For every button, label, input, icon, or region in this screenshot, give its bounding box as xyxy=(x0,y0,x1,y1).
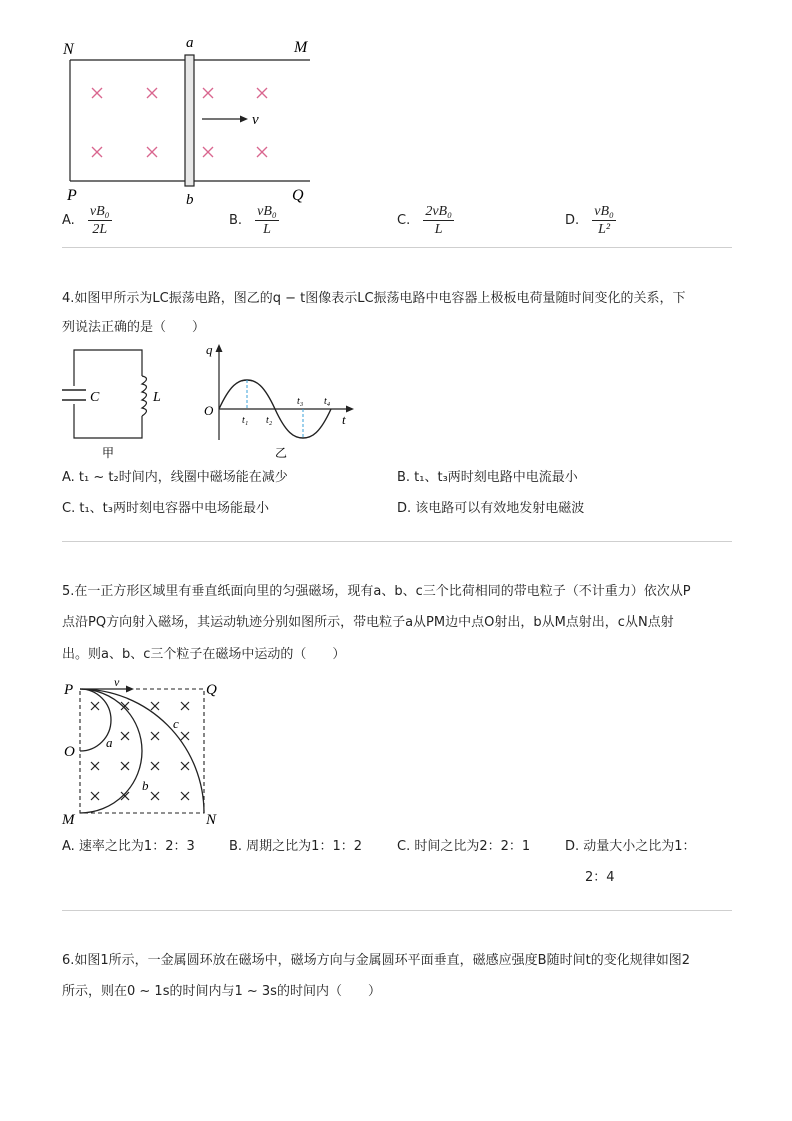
q6-stem-line2: 所示，则在0 ~ 1s的时间内与1 ~ 3s的时间内（ ） xyxy=(62,984,381,999)
option-fraction xyxy=(88,204,112,237)
label-N: N xyxy=(206,812,217,828)
field-cross-icon xyxy=(92,88,102,98)
q4-lc-circuit xyxy=(60,342,170,460)
field-cross-icon xyxy=(181,792,189,800)
label-t3: t₃ xyxy=(297,396,304,407)
label-t1: t₁ xyxy=(242,415,249,426)
label-P: P xyxy=(64,682,74,698)
q5-option-C[interactable]: C. 时间之比为2：2：1 xyxy=(397,839,531,854)
fraction-numerator: vB₀ xyxy=(89,204,110,219)
field-cross-icon xyxy=(257,88,267,98)
circuit-wire xyxy=(74,404,142,438)
field-cross-icon xyxy=(181,702,189,710)
field-cross-icon xyxy=(121,732,129,740)
option-letter: D. xyxy=(565,213,580,228)
label-v: v xyxy=(252,112,259,128)
option-fraction xyxy=(423,204,454,237)
caption-jia: 甲 xyxy=(102,446,115,460)
label-N: N xyxy=(63,41,74,58)
label-O: O xyxy=(204,403,214,418)
arrow-head-icon xyxy=(240,116,248,123)
field-cross-icon xyxy=(147,88,157,98)
field-cross-icon xyxy=(151,702,159,710)
label-c: c xyxy=(173,716,179,731)
field-cross-icon xyxy=(151,762,159,770)
q5-stem-line3: 出。则a、b、c三个粒子在磁场中运动的（ ） xyxy=(62,647,346,662)
field-cross-icon xyxy=(203,88,213,98)
q4-option-B[interactable]: B. t₁、t₃两时刻电路中电流最小 xyxy=(397,470,578,485)
option-fraction xyxy=(255,204,279,237)
fraction-numerator: vB₀ xyxy=(257,204,277,219)
fraction-numerator: 2vB₀ xyxy=(425,204,452,219)
label-O: O xyxy=(64,744,75,760)
label-Q: Q xyxy=(292,187,304,204)
q3-option-C[interactable] xyxy=(397,204,454,237)
q5-option-D[interactable]: D. 动量大小之比为1： xyxy=(565,839,696,854)
label-t: t xyxy=(342,412,346,427)
divider xyxy=(62,910,732,911)
q5-square-field-figure xyxy=(58,674,228,830)
field-cross-icon xyxy=(257,147,267,157)
label-M: M xyxy=(62,812,75,828)
label-P: P xyxy=(67,187,77,204)
q3-option-B[interactable] xyxy=(229,204,279,237)
label-q: q xyxy=(206,342,213,357)
q4-option-A[interactable]: A. t₁ ~ t₂时间内，线圈中磁场能在减少 xyxy=(62,470,288,485)
field-cross-icon xyxy=(91,792,99,800)
fraction-denominator: L xyxy=(263,222,271,237)
label-v: v xyxy=(114,675,120,689)
q5-option-B[interactable]: B. 周期之比为1：1：2 xyxy=(229,839,362,854)
field-cross-icon xyxy=(91,762,99,770)
trajectory-b xyxy=(80,689,142,813)
fraction-denominator: 2L xyxy=(92,222,108,237)
q3-rail-figure xyxy=(60,30,320,210)
q6-stem-line1: 6.如图1所示，一金属圆环放在磁场中，磁场方向与金属圆环平面垂直，磁感应强度B随时间t的变化规律如图2 xyxy=(62,953,690,968)
q4-qt-graph xyxy=(200,340,360,460)
q4-stem-line1: 4.如图甲所示为LC振荡电路，图乙的q − t图像表示LC振荡电路中电容器上极板电荷量随时间变化的关系，下 xyxy=(62,291,686,306)
q4-option-C[interactable]: C. t₁、t₃两时刻电容器中电场能最小 xyxy=(62,501,269,516)
magnetic-field-marks xyxy=(92,88,267,157)
q5-stem-line2: 点沿PQ方向射入磁场，其运动轨迹分别如图所示，带电粒子a从PM边中点O射出，b从M点射出，c从N点射 xyxy=(62,615,674,630)
label-Q: Q xyxy=(206,682,217,698)
q3-option-D[interactable] xyxy=(565,204,616,237)
field-cross-icon xyxy=(181,762,189,770)
label-t4: t₄ xyxy=(324,396,331,407)
field-cross-icon xyxy=(91,702,99,710)
q5-stem-line1: 5.在一正方形区域里有垂直纸面向里的匀强磁场，现有a、b、c三个比荷相同的带电粒子（不计重力）依次从P xyxy=(62,584,691,599)
field-cross-icon xyxy=(181,732,189,740)
field-cross-icon xyxy=(203,147,213,157)
q4-option-D[interactable]: D. 该电路可以有效地发射电磁波 xyxy=(397,501,585,516)
sliding-rod xyxy=(185,55,194,186)
label-b: b xyxy=(142,778,149,793)
q5-option-A[interactable]: A. 速率之比为1：2：3 xyxy=(62,839,195,854)
option-letter: A. xyxy=(62,213,75,228)
q4-stem-line2: 列说法正确的是（ ） xyxy=(62,320,206,335)
inductor-coil xyxy=(142,376,147,416)
option-letter: B. xyxy=(229,213,243,228)
field-cross-icon xyxy=(121,762,129,770)
field-cross-icon xyxy=(151,732,159,740)
divider xyxy=(62,541,732,542)
divider xyxy=(62,247,732,248)
label-a: a xyxy=(186,35,194,51)
option-fraction xyxy=(592,204,616,237)
arrow-head-icon xyxy=(216,344,223,352)
field-cross-icon xyxy=(92,147,102,157)
label-L: L xyxy=(153,390,161,405)
field-cross-icon xyxy=(147,147,157,157)
label-t2: t₂ xyxy=(266,415,273,426)
arrow-head-icon xyxy=(346,406,354,413)
fraction-denominator: L² xyxy=(598,222,611,237)
option-letter: C. xyxy=(397,213,411,228)
field-cross-icon xyxy=(151,792,159,800)
fraction-numerator: vB₀ xyxy=(594,204,614,219)
q5-option-D-continued: 2：4 xyxy=(585,870,615,885)
caption-yi: 乙 xyxy=(275,446,288,460)
circuit-wire xyxy=(74,350,142,386)
q3-option-A[interactable] xyxy=(62,204,112,237)
label-C: C xyxy=(90,390,100,405)
label-a: a xyxy=(106,735,113,750)
fraction-denominator: L xyxy=(434,222,443,237)
label-b: b xyxy=(186,192,194,208)
label-M: M xyxy=(294,39,308,56)
arrow-head-icon xyxy=(126,686,134,693)
